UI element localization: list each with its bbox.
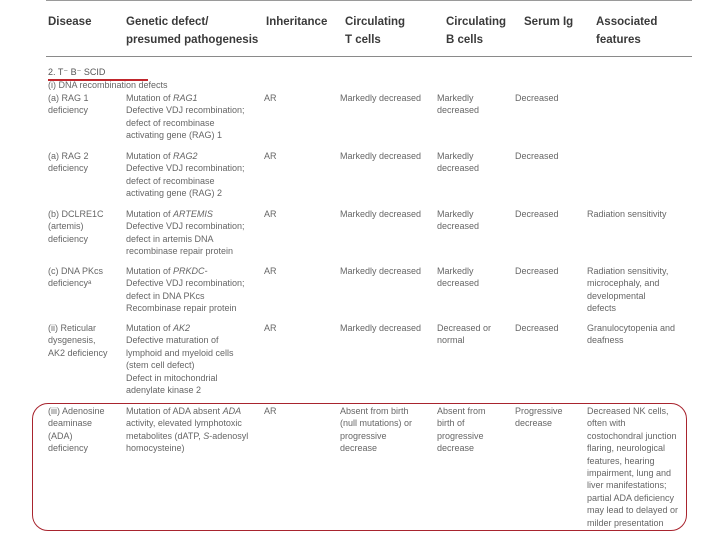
cell-serum-ig: [515, 405, 585, 430]
cell-genetic: [126, 265, 261, 315]
cell-line: features, hearing: [587, 455, 655, 466]
cell-features: [587, 265, 692, 315]
cell-line: Radiation sensitivity: [587, 209, 667, 219]
cell-line: Progressive: [515, 406, 563, 416]
cell-line: liver manifestations;: [587, 480, 667, 491]
cell-line: Markedly: [437, 209, 474, 219]
cell-serum-ig: [515, 150, 585, 162]
cell-line: Mutation of RAG2: [126, 151, 198, 161]
cell-disease: [48, 265, 124, 290]
cell-line: progressive: [437, 430, 484, 441]
cell-line: AK2 deficiency: [48, 347, 108, 358]
cell-line: Defective maturation of: [126, 335, 219, 346]
cell-genetic: [126, 92, 261, 142]
cell-line: homocysteine): [126, 443, 185, 454]
cell-line: decreased: [437, 278, 480, 289]
cell-line: costochondral junction: [587, 430, 677, 441]
cell-features: [587, 208, 692, 220]
cell-inheritance: [264, 322, 324, 334]
cell-inheritance: [264, 150, 324, 162]
cell-line: Mutation of RAG1: [126, 93, 198, 103]
cell-serum-ig: [515, 208, 585, 220]
cell-line: Defect in mitochondrial: [126, 372, 218, 383]
cell-line: Defective VDJ recombination;: [126, 105, 245, 116]
cell-line: (c) DNA PKcs: [48, 266, 104, 276]
cell-line: Recombinase repair protein: [126, 303, 237, 314]
cell-line: deficiency: [48, 233, 89, 244]
cell-genetic: [126, 208, 261, 258]
cell-t-cells: [340, 208, 436, 220]
cell-line: impairment, lung and: [587, 468, 672, 479]
cell-line: Defective VDJ recombination;: [126, 278, 245, 289]
header-disease: Disease: [48, 16, 92, 28]
cell-line: progressive: [340, 430, 387, 441]
cell-disease: [48, 92, 124, 117]
cell-line: Markedly decreased: [340, 209, 422, 219]
cell-serum-ig: [515, 322, 585, 334]
cell-line: deficiency: [48, 443, 89, 454]
cell-line: Decreased: [515, 209, 559, 219]
cell-line: (ADA): [48, 430, 73, 441]
cell-inheritance: [264, 208, 324, 220]
cell-line: Mutation of ARTEMIS: [126, 209, 213, 219]
cell-line: defect of recombinase: [126, 175, 215, 186]
cell-line: lymphoid and myeloid cells: [126, 347, 234, 358]
cell-line: Defective VDJ recombination;: [126, 221, 245, 232]
cell-line: milder presentation: [587, 517, 664, 528]
cell-inheritance: [264, 405, 324, 417]
cell-line: (iii) Adenosine: [48, 406, 105, 416]
section-title: 2. T⁻ B⁻ SCID: [48, 67, 106, 77]
cell-inheritance: [264, 92, 324, 104]
cell-genetic: [126, 405, 261, 455]
cell-line: developmental: [587, 290, 646, 301]
cell-line: AR: [264, 406, 277, 416]
cell-line: decrease: [515, 418, 553, 429]
cell-line: Mutation of ADA absent ADA: [126, 406, 242, 416]
cell-line: (stem cell defect): [126, 360, 195, 371]
subsection-title: (i) DNA recombination defects: [48, 80, 168, 90]
cell-line: defect in DNA PKcs: [126, 290, 205, 301]
cell-line: decreased: [437, 105, 480, 116]
cell-serum-ig: [515, 265, 585, 277]
cell-line: metabolites (dATP, S-adenosyl: [126, 430, 249, 441]
cell-line: Mutation of PRKDC-: [126, 266, 208, 276]
cell-line: activity, elevated lymphotoxic: [126, 418, 242, 429]
table-top-rule: [46, 0, 692, 1]
cell-line: deficiencyᵃ: [48, 278, 92, 289]
cell-line: deafness: [587, 335, 624, 346]
cell-line: recombinase repair protein: [126, 246, 234, 257]
cell-line: Decreased: [515, 323, 559, 333]
cell-line: activating gene (RAG) 2: [126, 188, 223, 199]
cell-t-cells: [340, 405, 436, 455]
cell-line: Markedly: [437, 93, 474, 103]
cell-disease: [48, 405, 124, 455]
cell-b-cells: [437, 265, 515, 290]
header-b-cells: Circulating B cells: [446, 16, 507, 46]
cell-line: microcephaly, and: [587, 278, 660, 289]
cell-line: activating gene (RAG) 1: [126, 130, 223, 141]
cell-line: Mutation of AK2: [126, 323, 191, 333]
cell-disease: [48, 150, 124, 175]
cell-line: flaring, neurological: [587, 443, 666, 454]
cell-line: (artemis): [48, 221, 84, 232]
cell-line: Markedly decreased: [340, 93, 422, 103]
header-associated-features: Associated features: [596, 16, 658, 46]
cell-t-cells: [340, 265, 436, 277]
cell-line: dysgenesis,: [48, 335, 96, 346]
cell-line: AR: [264, 209, 277, 219]
cell-b-cells: [437, 150, 515, 175]
cell-line: Decreased: [515, 266, 559, 276]
header-t-cells: Circulating T cells: [345, 16, 406, 46]
header-inheritance: Inheritance: [266, 16, 328, 28]
cell-b-cells: [437, 405, 515, 455]
cell-b-cells: [437, 322, 515, 347]
cell-t-cells: [340, 150, 436, 162]
cell-line: (ii) Reticular: [48, 323, 97, 333]
cell-features: [587, 322, 692, 347]
cell-line: decreased: [437, 163, 480, 174]
cell-line: Markedly decreased: [340, 266, 422, 276]
cell-line: may lead to delayed or: [587, 505, 679, 516]
cell-b-cells: [437, 208, 515, 233]
cell-serum-ig: [515, 92, 585, 104]
cell-line: Defective VDJ recombination;: [126, 163, 245, 174]
cell-line: birth of: [437, 418, 465, 429]
header-rule: [46, 56, 692, 57]
cell-line: deficiency: [48, 105, 89, 116]
cell-line: Radiation sensitivity,: [587, 266, 669, 276]
cell-line: (b) DCLRE1C: [48, 209, 104, 219]
cell-line: Decreased NK cells,: [587, 406, 669, 416]
cell-line: Markedly: [437, 151, 474, 161]
cell-line: AR: [264, 151, 277, 161]
cell-b-cells: [437, 92, 515, 117]
cell-line: partial ADA deficiency: [587, 492, 675, 503]
cell-line: decrease: [437, 443, 475, 454]
cell-line: AR: [264, 323, 277, 333]
cell-line: often with: [587, 418, 626, 429]
cell-line: Markedly: [437, 266, 474, 276]
cell-line: Decreased: [515, 151, 559, 161]
cell-line: defects: [587, 303, 617, 314]
cell-line: deaminase: [48, 418, 93, 429]
cell-line: Absent from: [437, 406, 486, 416]
cell-line: Decreased or: [437, 323, 492, 333]
cell-line: Markedly decreased: [340, 323, 422, 333]
cell-line: decreased: [437, 221, 480, 232]
cell-line: Decreased: [515, 93, 559, 103]
cell-line: AR: [264, 266, 277, 276]
cell-line: (a) RAG 1: [48, 93, 89, 103]
cell-genetic: [126, 150, 261, 200]
cell-line: adenylate kinase 2: [126, 385, 202, 396]
cell-line: decrease: [340, 443, 378, 454]
cell-line: defect in artemis DNA: [126, 233, 214, 244]
cell-t-cells: [340, 92, 436, 104]
cell-line: Markedly decreased: [340, 151, 422, 161]
cell-t-cells: [340, 322, 436, 334]
cell-inheritance: [264, 265, 324, 277]
cell-line: defect of recombinase: [126, 117, 215, 128]
cell-disease: [48, 208, 124, 245]
cell-line: Absent from birth: [340, 406, 409, 416]
cell-line: Granulocytopenia and: [587, 323, 676, 333]
cell-line: AR: [264, 93, 277, 103]
header-serum-ig: Serum Ig: [524, 16, 574, 28]
cell-genetic: [126, 322, 261, 396]
cell-line: (a) RAG 2: [48, 151, 89, 161]
cell-line: deficiency: [48, 163, 89, 174]
cell-line: normal: [437, 335, 465, 346]
cell-disease: [48, 322, 124, 359]
cell-features: [587, 405, 692, 529]
cell-line: (null mutations) or: [340, 418, 413, 429]
header-genetic-defect: Genetic defect/ presumed pathogenesis: [126, 16, 259, 46]
